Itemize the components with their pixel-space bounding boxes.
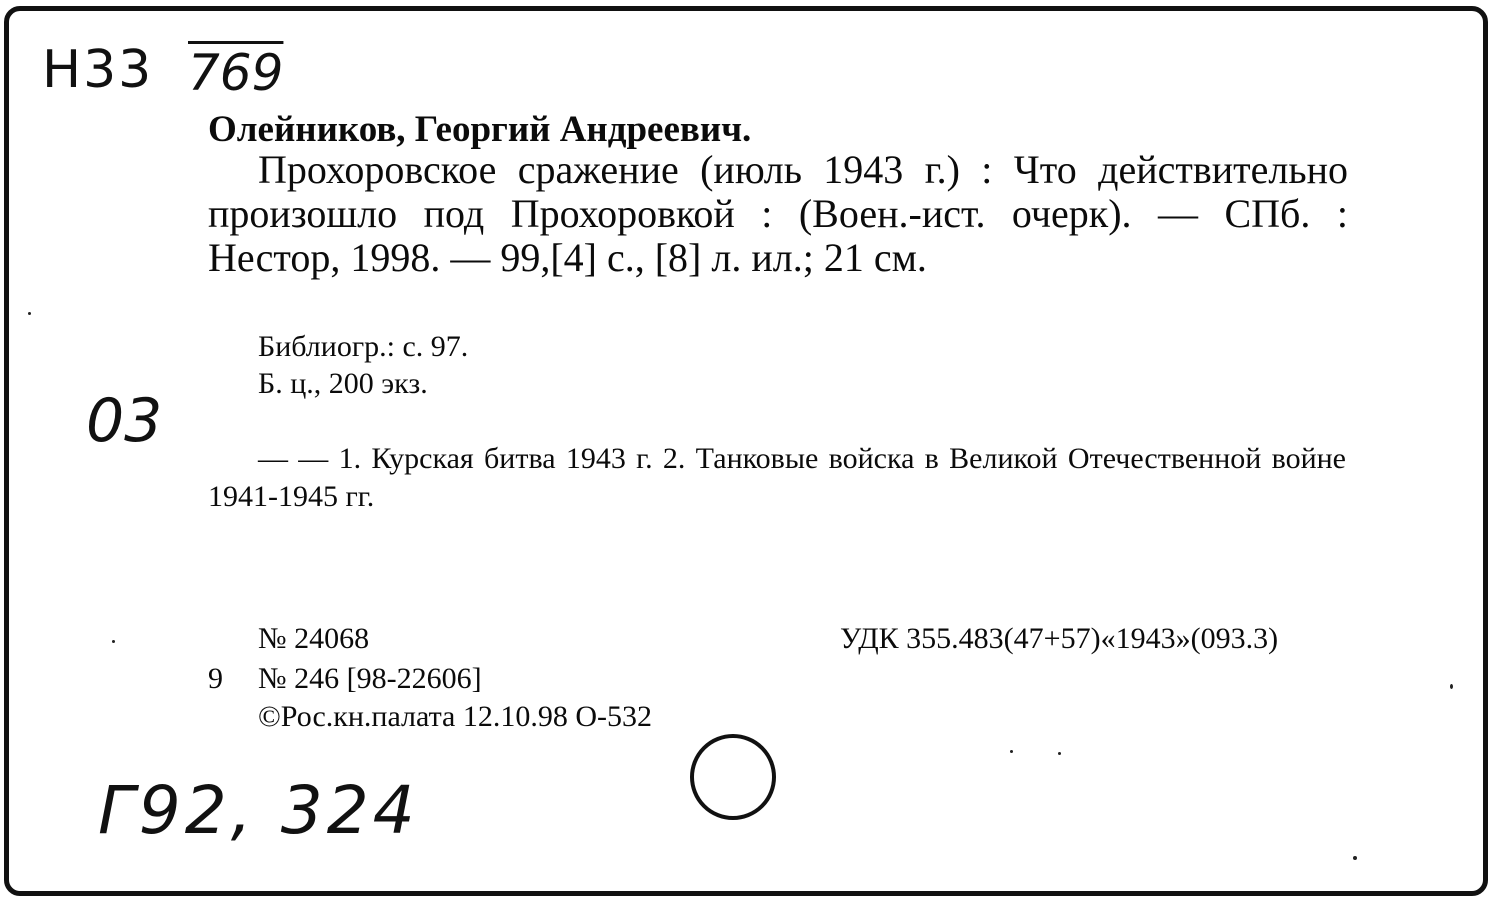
record-number: № 24068 [258, 622, 370, 655]
scan-speck [1010, 750, 1013, 753]
udc-code: УДК 355.483(47+57)«1943»(093.3) [840, 622, 1279, 655]
record-number-secondary: № 246 [98-22606] [258, 662, 482, 695]
scan-speck [28, 312, 31, 315]
margin-note-handwritten: 03 [86, 386, 163, 456]
price-print-run-note: Б. ц., 200 экз. [258, 367, 428, 400]
punch-hole [690, 734, 776, 820]
scan-speck [1353, 856, 1357, 860]
scan-speck [1450, 684, 1453, 689]
bibliography-note: Библиогр.: с. 97. [258, 330, 469, 363]
scan-speck [1058, 752, 1061, 755]
bibliographic-description: Прохоровское сражение (июль 1943 г.) : Что действительно произошло под Прохоровкой : (Воен.-ист. очерк). — СПб. : Нестор, 1998. — 99,[4] с., [8] л. ил.; 21 см. [208, 147, 1348, 280]
bottom-note-handwritten: Г92, 324 [98, 772, 419, 849]
lead-digit: 9 [208, 662, 223, 695]
scan-speck [112, 640, 115, 643]
shelf-number-handwritten: 769 [188, 44, 284, 102]
shelfmark-handwritten: Н33 [42, 40, 154, 100]
copyright-line: ©Рос.кн.палата 12.10.98 О-532 [258, 700, 653, 733]
subject-headings: — — 1. Курская битва 1943 г. 2. Танковые войска в Великой Отечественной войне 1941-1945 гг. [208, 442, 1346, 513]
author-heading: Олейников, Георгий Андреевич. [208, 109, 752, 150]
